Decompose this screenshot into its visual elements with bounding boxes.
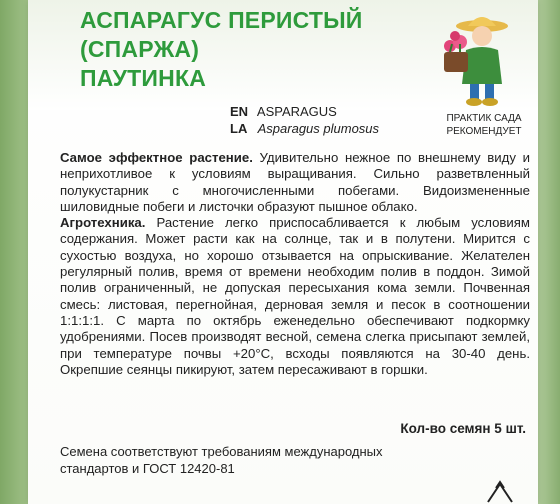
latin-name: Asparagus plumosus — [257, 121, 380, 136]
mascot-caption-line-2: РЕКОМЕНДУЕТ — [446, 126, 522, 137]
mascot-caption — [432, 112, 536, 138]
seed-count: Кол-во семян 5 шт. — [400, 421, 526, 436]
standards-line-2: стандартов и ГОСТ 12420-81 — [60, 460, 235, 476]
latin-name-row — [230, 120, 379, 137]
la-code: LA — [230, 121, 248, 136]
description-block — [60, 150, 530, 378]
description-text: Удивительно нежное по внешнему виду и неприхотливое к условиям выращивания. Сильно разветвленный полукустарник с многочисленными побегами. Видоизмененные шиловидные побеги и листочки образуют пышное облако. — [60, 150, 531, 214]
description-lead: Самое эффектное растение. — [60, 150, 253, 165]
english-name-row — [230, 103, 379, 120]
agrotech-paragraph — [60, 215, 530, 378]
product-title — [80, 6, 420, 93]
agrotech-lead: Агротехника. — [60, 215, 146, 231]
en-code: EN — [230, 104, 249, 119]
standards-line-1: Семена соответствуют требованиям международных — [60, 444, 383, 459]
title-line-3: ПАУТИНКА — [80, 65, 207, 91]
title-line-1: АСПАРАГУС ПЕРИСТЫЙ — [80, 7, 363, 33]
recycling-arrow-icon — [480, 478, 520, 504]
botanical-names — [230, 103, 379, 137]
agrotech-text: Растение легко приспосабливается к любым условиям содержания. Может расти как на солнце, так и в полутени. Мирится с сухостью воздуха, но хорошо отзывается на опрыскивание. Желателен регулярный полив, время от времени необходим полив в поддон. Зимой полив ограниченный, не допуская пересыхания кома земли. Почвенная смесь: листовая, перегнойная, дерновая земля и песок в соотношении 1:1:1:1. С марта по октябрь еженедельно обеспечивают подкормку удобрениями. Посев производят весной, семена слегка присыпают землей, при температуре почвы +20°С, всходы появляются на 30-40 день. Окрепшие сеянцы пикируют, затем пересаживают в горшки. — [60, 215, 530, 377]
mascot-caption-line-1: ПРАКТИК САДА — [446, 113, 522, 124]
description-paragraph — [60, 150, 530, 215]
english-name: ASPARAGUS — [256, 104, 337, 119]
standards-note — [60, 444, 480, 477]
title-line-2: (СПАРЖА) — [80, 36, 200, 62]
